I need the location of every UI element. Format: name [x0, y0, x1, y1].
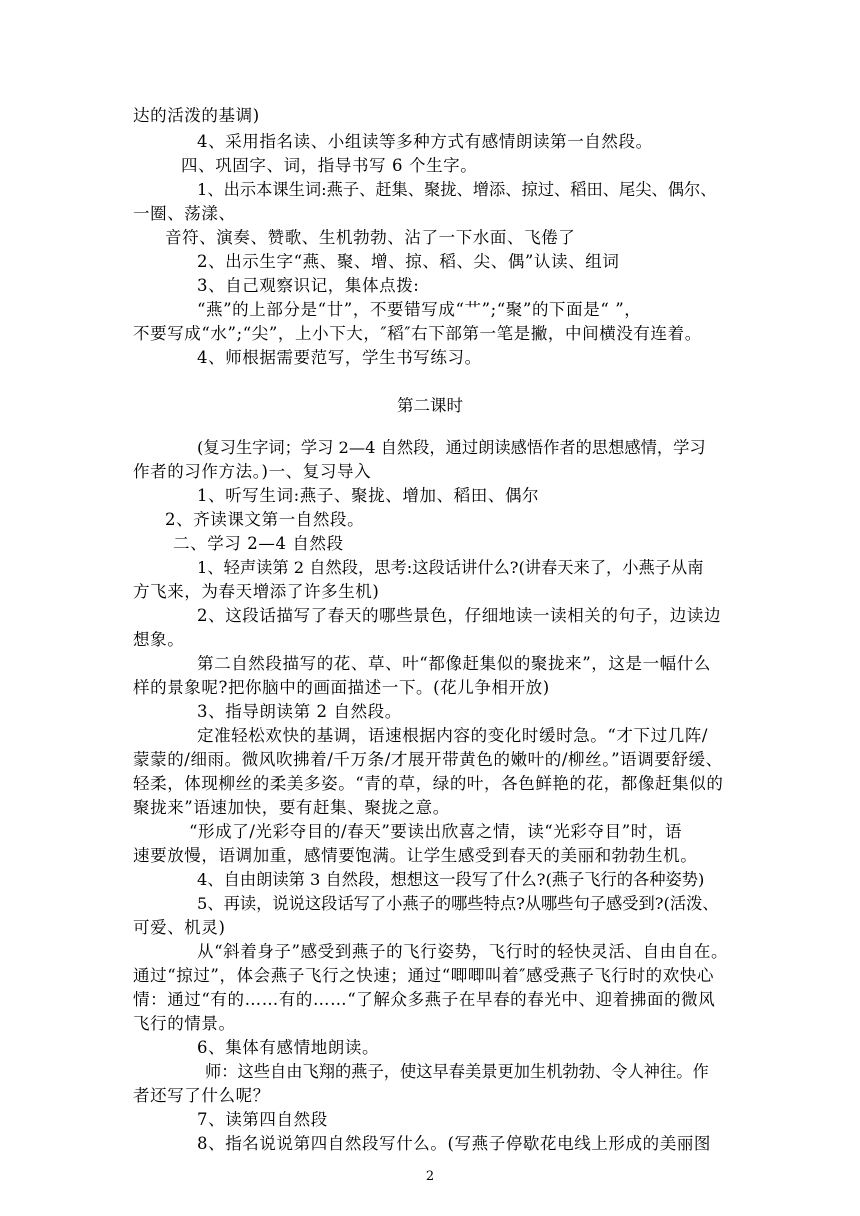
text-line: 速要放慢，语调加重，感情要饱满。让学生感受到春天的美丽和勃勃生机。 [133, 846, 698, 865]
text-line: “燕”的上部分是“廿”，不要错写成“艹”;“聚”的下面是“ ”， [197, 300, 642, 319]
text-line: 从“斜着身子”感受到燕子的飞行姿势，飞行时的轻快灵活、自由自在。 [197, 942, 729, 961]
text-line: 不要写成“水”;“尖”，上小下大，″稻″右下部第一笔是撇，中间横没有连着。 [133, 324, 702, 343]
text-line: 音符、演奏、赞歌、生机勃勃、沾了一下水面、飞倦了 [165, 228, 576, 247]
text-line: 7、读第四自然段 [197, 1110, 328, 1129]
text-line: 轻柔，体现柳丝的柔美多姿。“青的草，绿的叶，各色鲜艳的花，都像赶集似的 [133, 774, 724, 793]
lesson-heading: 第二课时 [397, 396, 463, 415]
text-line: 方飞来，为春天增添了许多生机) [133, 582, 380, 601]
section-heading-2: 二、学习 2—4 自然段 [173, 534, 344, 553]
text-line: 4、自由朗读第 3 自然段，想想这一段写了什么?(燕子飞行的各种姿势) [197, 870, 705, 889]
text-line: 者还写了什么呢？ [133, 1086, 270, 1105]
text-line: 第二自然段描写的花、草、叶“都像赶集似的聚拢来”，这是一幅什么 [197, 654, 711, 673]
text-line: 定准轻松欢快的基调，语速根据内容的变化时缓时急。“才下过几阵/ [197, 726, 709, 745]
text-line: 达的活泼的基调) [133, 106, 260, 125]
text-line: 8、指名说说第四自然段写什么。(写燕子停歇花电线上形成的美丽图 [197, 1134, 712, 1153]
text-line: 1、轻声读第 2 自然段，思考:这段话讲什么?(讲春天来了，小燕子从南 [197, 558, 704, 577]
text-line: 4、师根据需要范写，学生书写练习。 [197, 348, 482, 367]
text-line: 3、指导朗读第 2 自然段。 [197, 702, 402, 721]
text-line: 3、自己观察识记，集体点拨: [197, 276, 420, 295]
text-line: 可爱、机灵) [133, 918, 226, 937]
text-line: 蒙蒙的/细雨。微风吹拂着/千万条/才展开带黄色的嫩叶的/柳丝。”语调要舒缓、 [133, 750, 723, 769]
text-line: 2、这段话描写了春天的哪些景色，仔细地读一读相关的句子，边读边 [197, 606, 722, 625]
text-line: 情：通过“有的……有的……“了解众多燕子在早春的春光中、迎着拂面的微风 [133, 990, 716, 1009]
text-line: 1、听写生词:燕子、聚拢、增加、稻田、偶尔 [197, 486, 540, 505]
text-line: 2、出示生字“燕、聚、增、掠、稻、尖、偶”认读、组词 [197, 252, 620, 271]
text-line: 想象。 [133, 630, 185, 649]
text-line: 1、出示本课生词:燕子、赶集、聚拢、增添、掠过、稻田、尾尖、偶尔、 [197, 180, 717, 199]
text-line: 样的景象呢?把你脑中的画面描述一下。(花儿争相开放) [133, 678, 550, 697]
text-line: (复习生字词；学习 2—4 自然段，通过朗读感悟作者的思想感情，学习 [197, 438, 706, 457]
text-line: 6、集体有感情地朗读。 [197, 1038, 380, 1057]
text-line: 5、再读，说说这段话写了小燕子的哪些特点?从哪些句子感受到?(活泼、 [197, 894, 719, 913]
text-line: 作者的习作方法。)一、复习导入 [133, 462, 372, 481]
text-line: 飞行的情景。 [133, 1014, 236, 1033]
section-heading-4: 四、巩固字、词，指导书写 6 个生字。 [181, 156, 478, 175]
text-line: 聚拢来”语速加快，要有赶集、聚拢之意。 [133, 798, 450, 817]
text-line: 4、采用指名读、小组读等多种方式有感情朗读第一自然段。 [197, 132, 653, 151]
text-line: 2、齐读课文第一自然段。 [165, 510, 365, 529]
text-line: 一圈、荡漾、 [133, 204, 236, 223]
text-line: 通过“掠过”，体会燕子飞行之快速；通过“唧唧叫着″感受燕子飞行时的欢快心 [133, 966, 715, 985]
text-line: “形成了/光彩夺目的/春天”要读出欣喜之情，读“光彩夺目”时，语 [189, 822, 683, 841]
page-number: 2 [425, 1169, 435, 1184]
text-line: 师：这些自由飞翔的燕子，使这早春美景更加生机勃勃、令人神往。作 [205, 1062, 709, 1081]
